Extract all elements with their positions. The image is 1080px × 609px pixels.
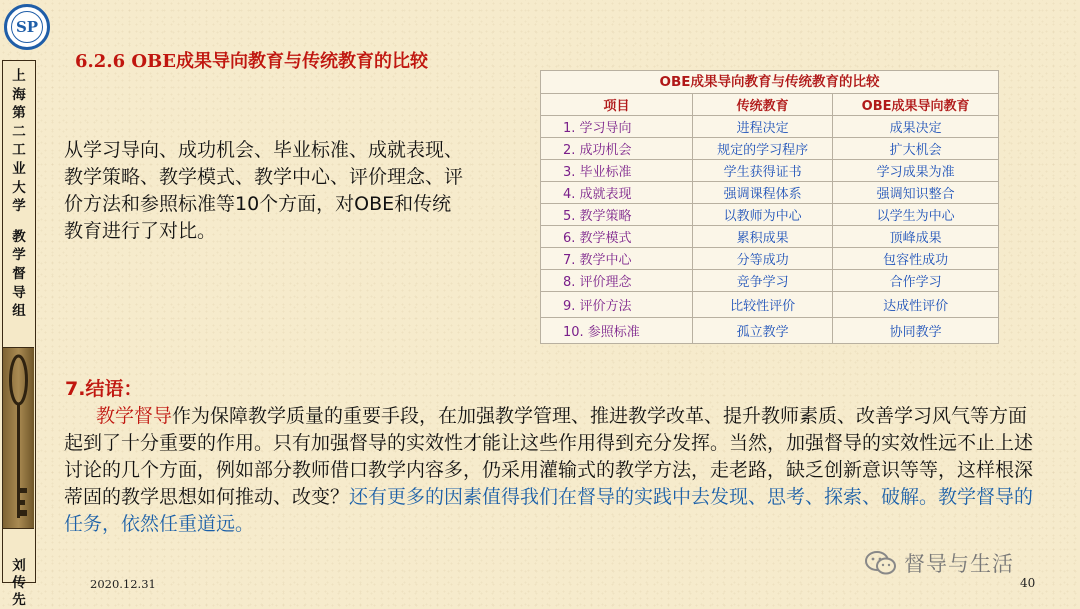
cell-item: 10. 参照标准 [541, 318, 693, 344]
cell-traditional: 强调课程体系 [693, 182, 833, 204]
header-traditional: 传统教育 [693, 94, 833, 116]
table-row [541, 138, 999, 160]
table-header-row [541, 94, 999, 116]
cell-traditional: 分等成功 [693, 248, 833, 270]
header-item: 项目 [541, 94, 693, 116]
table-row [541, 270, 999, 292]
watermark [864, 548, 1014, 578]
conclusion-paragraph [64, 403, 1039, 538]
table-caption: OBE成果导向教育与传统教育的比较 [540, 70, 999, 93]
table-row [541, 204, 999, 226]
table-row [541, 318, 999, 344]
footer-date: 2020.12.31 [90, 577, 156, 591]
cell-traditional: 竞争学习 [693, 270, 833, 292]
cell-traditional: 以教师为中心 [693, 204, 833, 226]
cell-item: 6. 教学模式 [541, 226, 693, 248]
conclusion-title: 7.结语： [65, 378, 143, 400]
cell-obe: 达成性评价 [833, 292, 999, 318]
sidebar-org-and-group: 上 海 第 二 工 业 大 学 教 学 督 导 组 [12, 68, 26, 320]
cell-traditional: 规定的学习程序 [693, 138, 833, 160]
key-icon [3, 348, 34, 528]
intro-paragraph: 从学习导向、成功机会、毕业标准、成就表现、教学策略、教学模式、教学中心、评价理念、评价方法和参照标准等10个方面，对OBE和传统教育进行了对比。 [64, 139, 464, 242]
cell-item: 2. 成功机会 [541, 138, 693, 160]
logo-mark: SP [11, 11, 43, 43]
cell-obe: 协同教学 [833, 318, 999, 344]
cell-obe: 以学生为中心 [833, 204, 999, 226]
cell-obe: 包容性成功 [833, 248, 999, 270]
cell-item: 8. 评价理念 [541, 270, 693, 292]
university-logo [4, 4, 50, 50]
cell-obe: 顶峰成果 [833, 226, 999, 248]
page-number: 40 [1020, 576, 1036, 590]
cell-item: 5. 教学策略 [541, 204, 693, 226]
cell-item: 4. 成就表现 [541, 182, 693, 204]
cell-traditional: 进程决定 [693, 116, 833, 138]
table-row [541, 160, 999, 182]
page-title: 6.2.6 OBE成果导向教育与传统教育的比较 [75, 51, 428, 72]
cell-obe: 扩大机会 [833, 138, 999, 160]
cell-traditional: 累积成果 [693, 226, 833, 248]
conclusion-closing: 还有更多的因素值得我们在督导的实践中去发现、思考、探索、破解。教学督导的任务，依然任重道远。 [64, 486, 1034, 535]
key-image [3, 347, 34, 529]
comparison-table [540, 70, 999, 344]
cell-traditional: 比较性评价 [693, 292, 833, 318]
table-row [541, 182, 999, 204]
cell-obe: 学习成果为准 [833, 160, 999, 182]
table-row [541, 226, 999, 248]
conclusion-highlight: 教学督导 [96, 405, 173, 427]
sidebar-author: 刘 传 先 [12, 558, 26, 608]
cell-item: 9. 评价方法 [541, 292, 693, 318]
header-obe: OBE成果导向教育 [833, 94, 999, 116]
cell-traditional: 学生获得证书 [693, 160, 833, 182]
cell-obe: 合作学习 [833, 270, 999, 292]
wechat-icon [864, 549, 898, 577]
cell-item: 1. 学习导向 [541, 116, 693, 138]
cell-item: 7. 教学中心 [541, 248, 693, 270]
table-row [541, 292, 999, 318]
cell-obe: 成果决定 [833, 116, 999, 138]
conclusion-body: 作为保障教学质量的重要手段，在加强教学管理、推进教学改革、提升教师素质、改善学习风气等方面起到了十分重要的作用。只有加强督导的实效性才能让这些作用得到充分发挥。当然，加强督导的实效性远不止上述讨论的几个方面，例如部分教师借口教学内容多，仍采用灌输式的教学方法，走老路，缺乏创新意识等等，这样根深蒂固的教学思想如何推动、改变？ [64, 405, 1034, 508]
cell-obe: 强调知识整合 [833, 182, 999, 204]
table-row [541, 116, 999, 138]
watermark-text: 督导与生活 [904, 552, 1014, 576]
table-row [541, 248, 999, 270]
cell-traditional: 孤立教学 [693, 318, 833, 344]
sidebar [2, 60, 36, 608]
cell-item: 3. 毕业标准 [541, 160, 693, 182]
